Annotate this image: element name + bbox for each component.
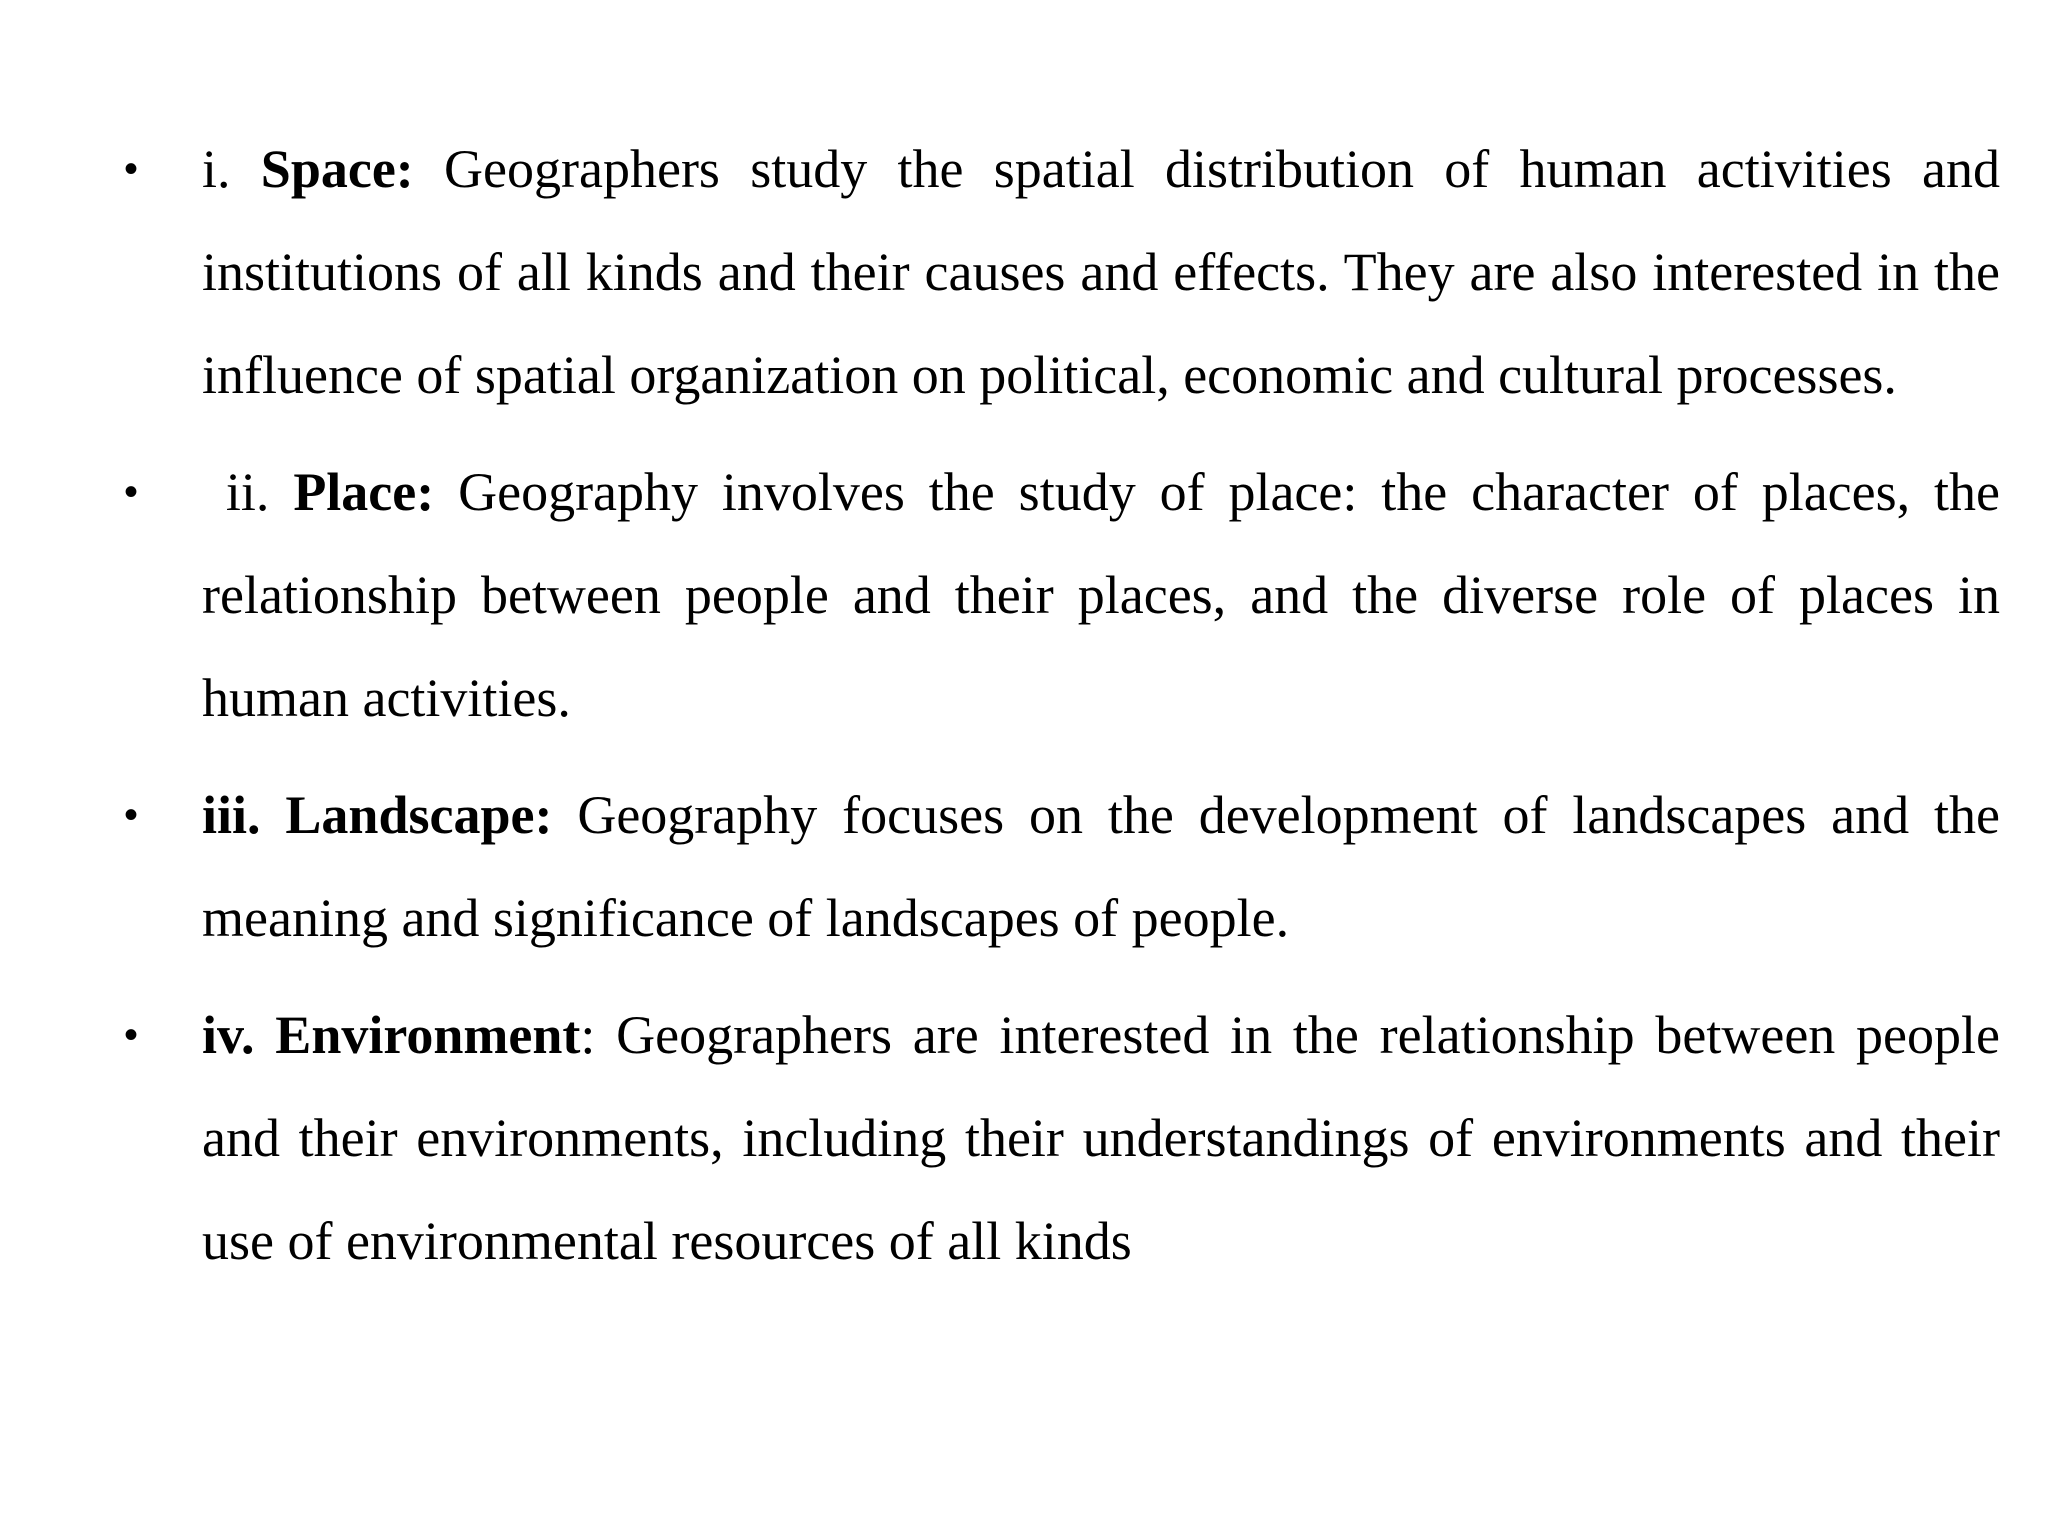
bullet-icon: •	[124, 470, 139, 514]
item-number: iii.	[202, 785, 286, 845]
item-number: ii.	[225, 462, 294, 522]
bullet-icon: •	[124, 793, 139, 837]
bullet-icon: •	[124, 1013, 139, 1057]
bullet-icon: •	[124, 147, 139, 191]
bullet-text-landscape	[202, 764, 2000, 970]
item-number: iv.	[202, 1005, 276, 1065]
bullet-text-environment	[202, 984, 2000, 1293]
bullet-item-space	[120, 118, 2000, 427]
item-body: Geography focuses on the development of landscapes and the meaning and significance of landscapes of people.	[202, 785, 2000, 948]
item-body: Geographers study the spatial distribution of human activities and institutions of all kinds and their causes and effects. They are also interested in the influence of spatial organization on political, economic and cultural processes.	[202, 139, 2000, 405]
bullet-text-space	[202, 118, 2000, 427]
lead-space	[202, 462, 226, 522]
item-number: i.	[202, 139, 261, 199]
bullet-list	[120, 118, 2000, 1307]
bullet-item-environment	[120, 984, 2000, 1293]
item-body: Geographers are interested in the relationship between people and their environments, including their understandings of environments and their use of environmental resources of all kinds	[202, 1005, 2000, 1271]
bullet-text-place	[202, 441, 2000, 750]
item-term: Environment	[275, 1005, 581, 1065]
item-term: Space:	[260, 139, 414, 199]
term-suffix: :	[580, 1005, 596, 1065]
bullet-item-place	[120, 441, 2000, 750]
bullet-item-landscape	[120, 764, 2000, 970]
item-term: Landscape:	[285, 785, 553, 845]
item-term: Place:	[293, 462, 435, 522]
item-body: Geography involves the study of place: the character of places, the relationship between people and their places, and the diverse role of places in human activities.	[202, 462, 2001, 728]
